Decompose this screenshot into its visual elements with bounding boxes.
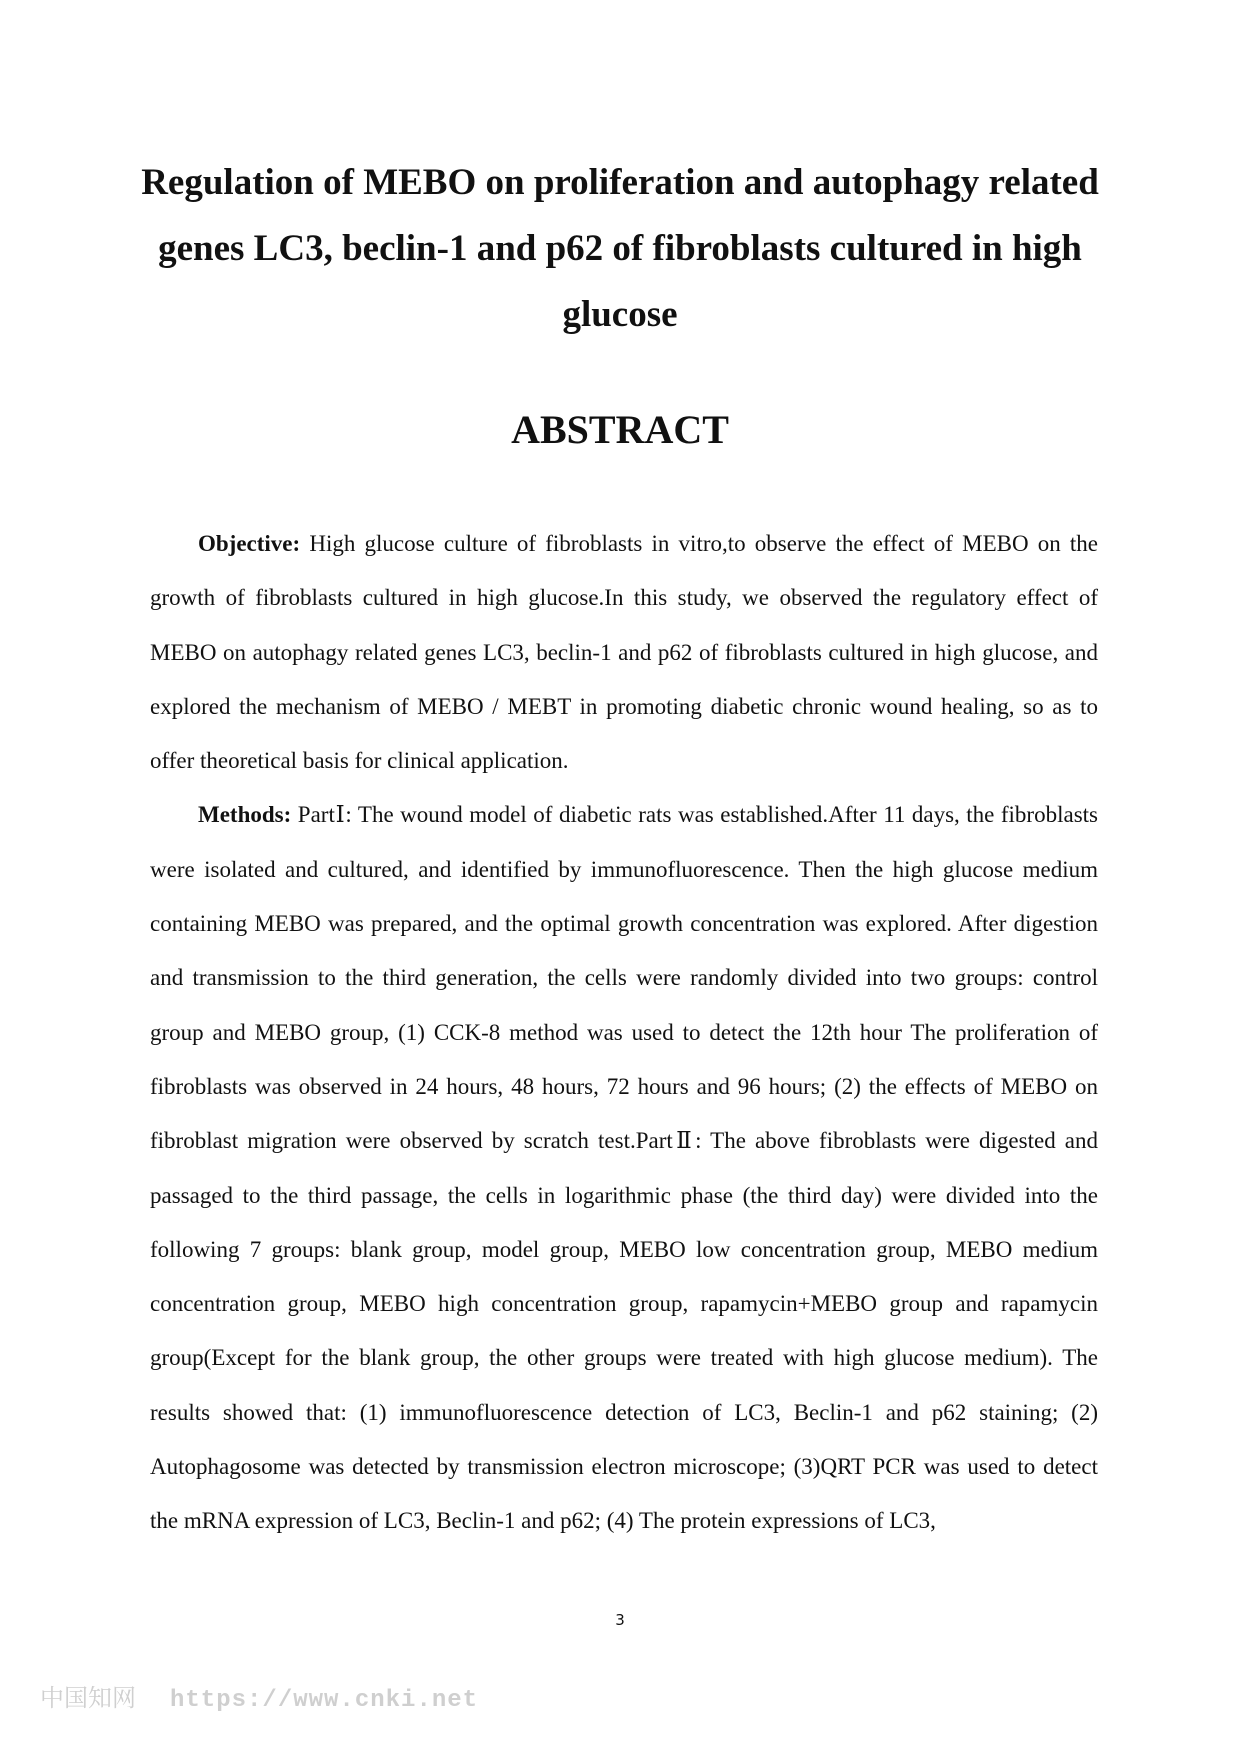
objective-text: High glucose culture of fibroblasts in vitro,to observe the effect of MEBO on the growth of fibroblasts cultured in high glucose.In this study, we observed the regulatory effect of MEBO on autophagy related genes LC3, beclin-1 and p62 of fibroblasts cultured in high glucose, and explored the mechanism of MEBO / MEBT in promoting diabetic chronic wound healing, so as to offer theoretical basis for clinical application.: [150, 531, 1098, 774]
objective-paragraph: [150, 517, 1098, 788]
watermark-brand: 中国知网: [40, 1684, 136, 1712]
methods-text: PartⅠ: The wound model of diabetic rats was established.After 11 days, the fibroblasts were isolated and cultured, and identified by immunofluorescence. Then the high glucose medium containing MEBO was prepared, and the optimal growth concentration was explored. After digestion and transmission to the third generation, the cells were randomly divided into two groups: control group and MEBO group, (1) CCK-8 method was used to detect the 12th hour The proliferation of fibroblasts was observed in 24 hours, 48 hours, 72 hours and 96 hours; (2) the effects of MEBO on fibroblast migration were observed by scratch test.PartⅡ: The above fibroblasts were digested and passaged to the third passage, the cells in logarithmic phase (the third day) were divided into the following 7 groups: blank group, model group, MEBO low concentration group, MEBO medium concentration group, MEBO high concentration group, rapamycin+MEBO group and rapamycin group(Except for the blank group, the other groups were treated with high glucose medium). The results showed that: (1) immunofluorescence detection of LC3, Beclin-1 and p62 staining; (2) Autophagosome was detected by transmission electron microscope; (3)QRT PCR was used to detect the mRNA expression of LC3, Beclin-1 and p62; (4) The protein expressions of LC3,: [150, 802, 1098, 1534]
paper-title: Regulation of MEBO on proliferation and autophagy related genes LC3, beclin-1 and p62 of fibroblasts cultured in high glucose: [141, 162, 1099, 335]
page-number: 3: [615, 1611, 625, 1629]
methods-paragraph: [150, 788, 1098, 1548]
methods-label: Methods:: [198, 802, 292, 828]
watermark-url: https://www.cnki.net: [170, 1687, 479, 1714]
abstract-body: [150, 517, 1098, 1549]
watermark: [40, 1683, 478, 1716]
objective-label: Objective:: [198, 531, 301, 556]
abstract-heading: ABSTRACT: [511, 407, 729, 452]
